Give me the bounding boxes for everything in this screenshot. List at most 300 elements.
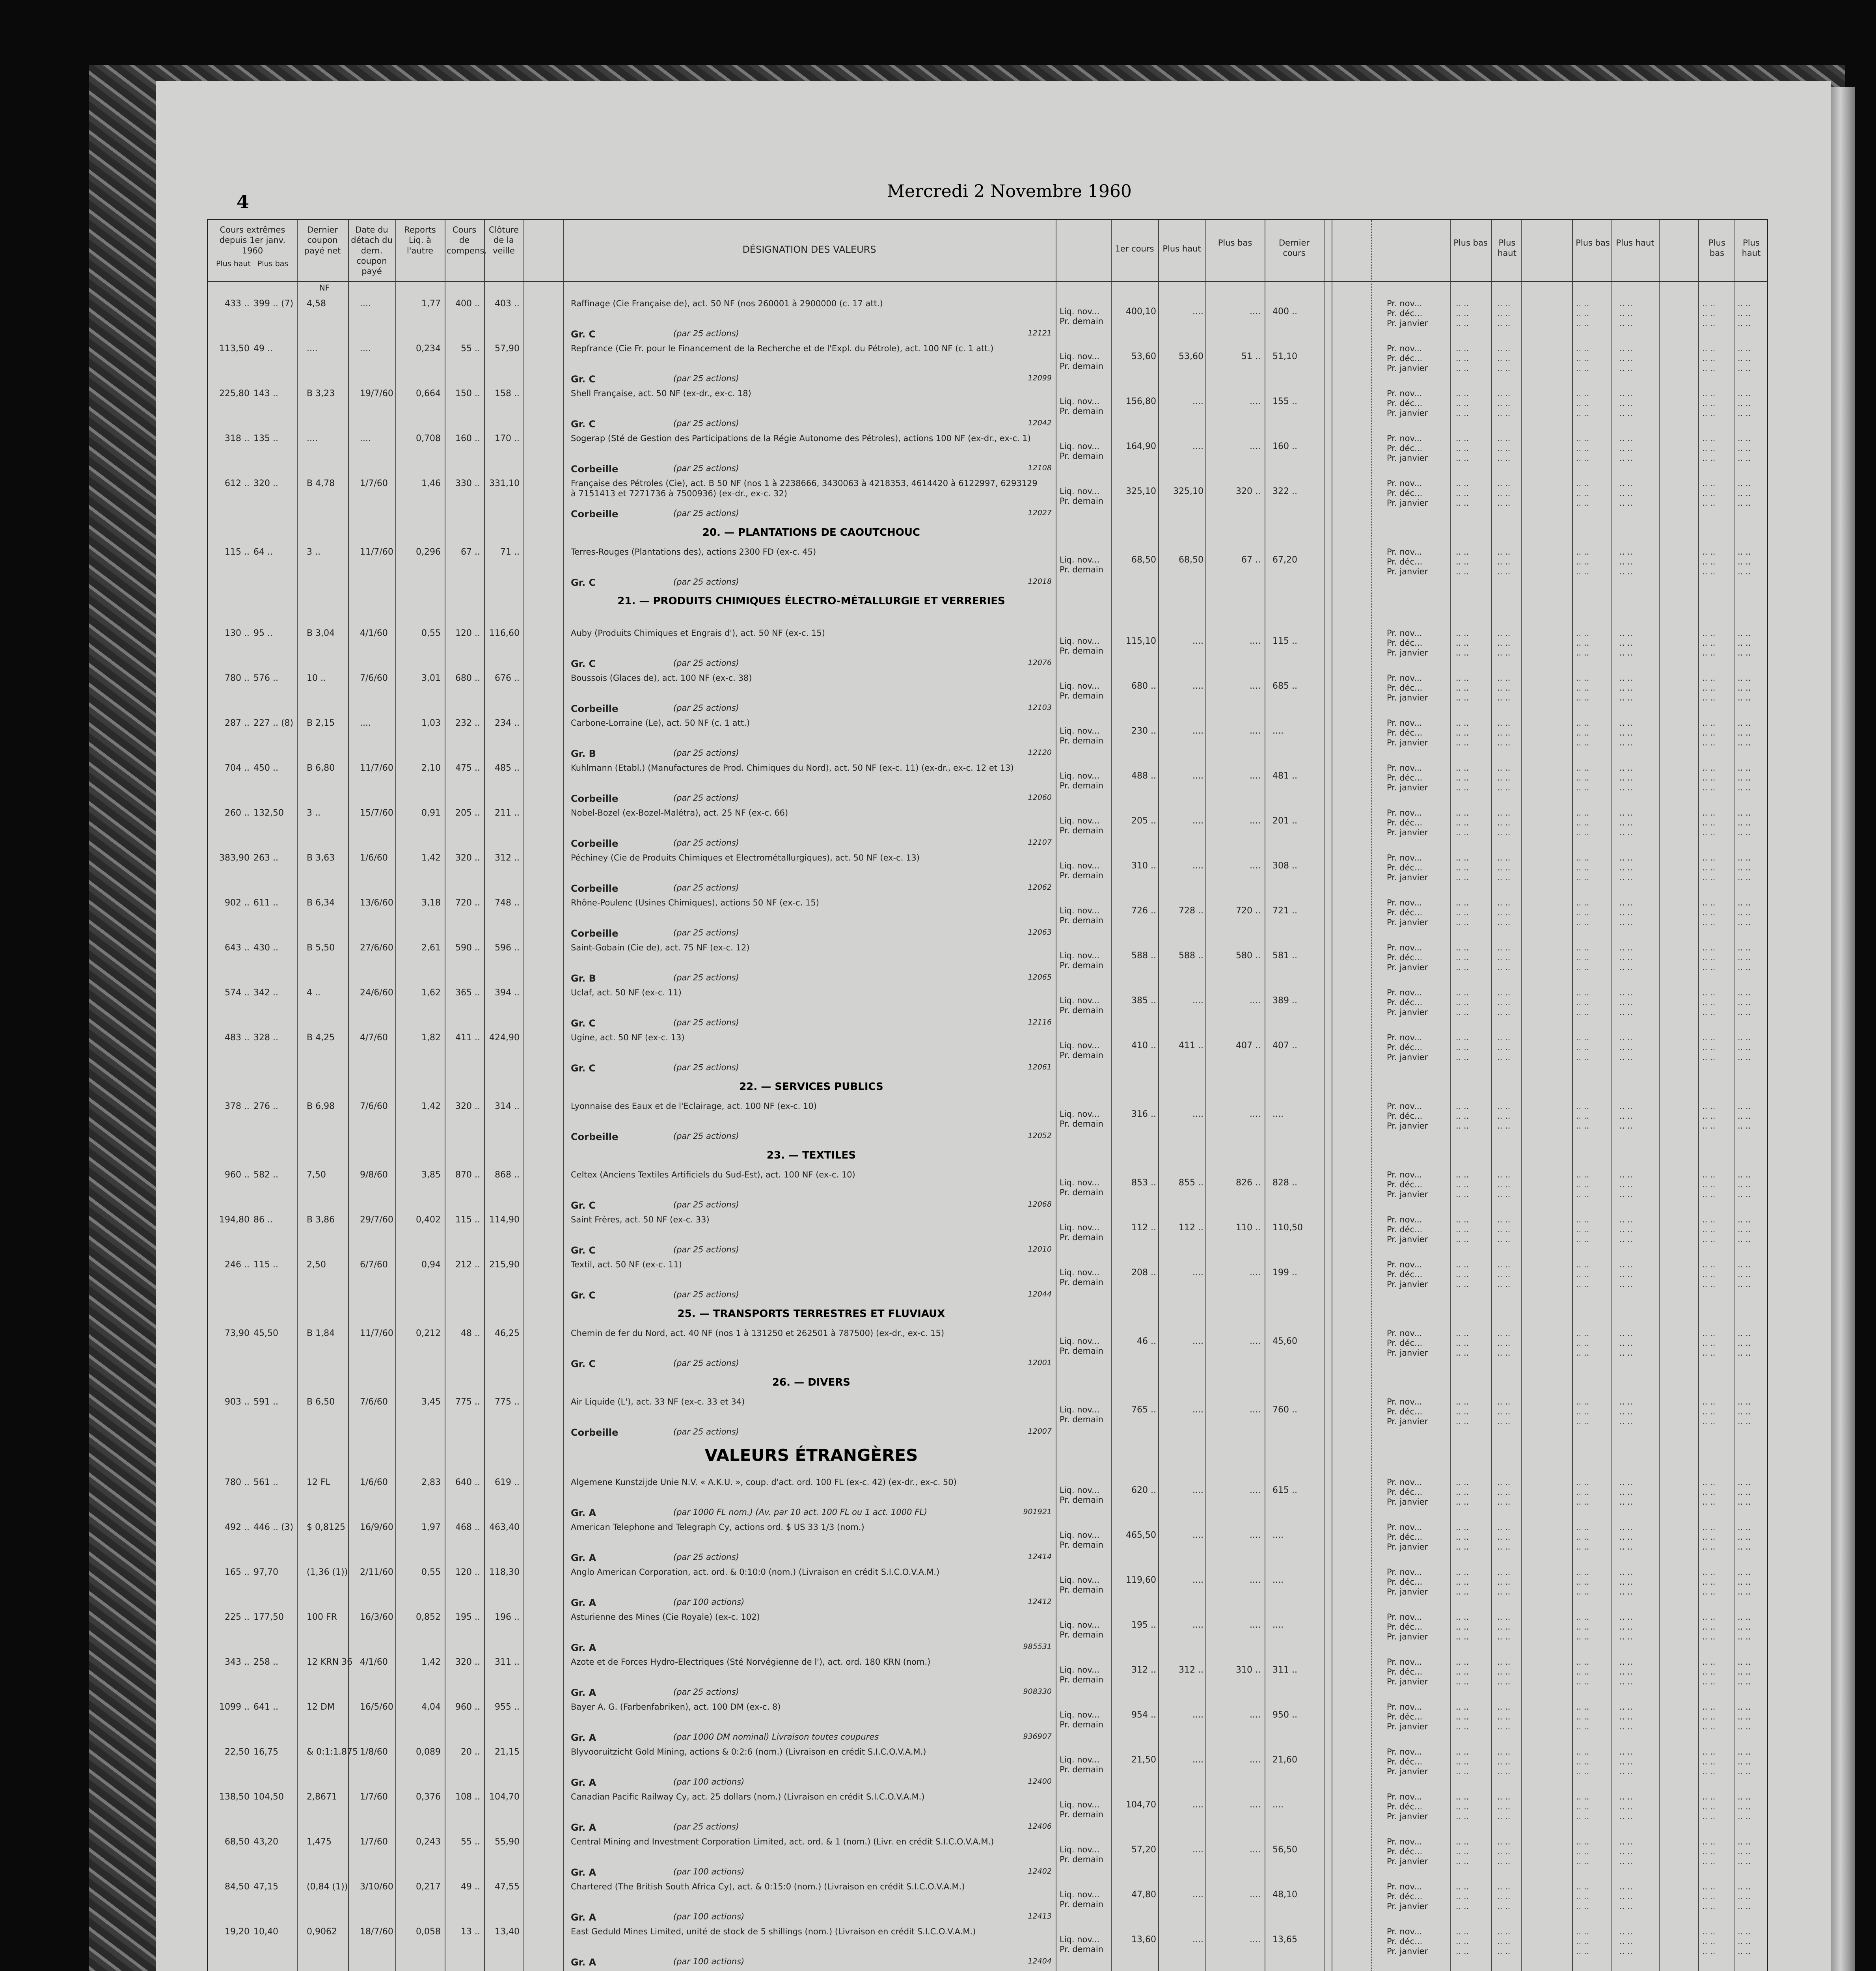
day-low: .... bbox=[1250, 442, 1261, 451]
dot-leader: .. .. bbox=[1456, 1111, 1469, 1121]
dot-leader: .. .. bbox=[1456, 547, 1469, 557]
dot-leader: .. .. bbox=[1619, 1487, 1633, 1497]
demain-label: Pr. demain bbox=[1060, 1346, 1104, 1356]
security-code: 12060 bbox=[1028, 793, 1052, 802]
dot-leader: .. .. bbox=[1576, 1532, 1589, 1542]
dot-leader: .. .. bbox=[1619, 1532, 1633, 1542]
dot-leader: .. .. bbox=[1738, 818, 1751, 828]
premium-dec: Pr. déc... bbox=[1387, 1577, 1423, 1587]
section-22-heading: 22. — SERVICES PUBLICS bbox=[739, 1081, 883, 1093]
premium-dec: Pr. déc... bbox=[1387, 557, 1423, 567]
dot-leader: .. .. bbox=[1497, 557, 1511, 567]
table-row bbox=[208, 1837, 1767, 1882]
dot-leader: .. .. bbox=[1619, 648, 1633, 658]
ytd-high: 138,50 bbox=[219, 1792, 250, 1802]
dot-leader: .. .. bbox=[1702, 1927, 1716, 1936]
settlement-labels bbox=[1060, 726, 1103, 746]
empty-option-cell bbox=[1576, 1657, 1589, 1687]
first-price: 312 .. bbox=[1131, 1665, 1156, 1675]
empty-option-cell bbox=[1576, 547, 1589, 577]
premium-nov: Pr. nov... bbox=[1387, 1567, 1422, 1577]
dot-leader: .. .. bbox=[1576, 783, 1589, 793]
empty-option-cell bbox=[1619, 1101, 1632, 1131]
dot-leader: .. .. bbox=[1738, 1882, 1751, 1891]
premium-jan: Pr. janvier bbox=[1387, 918, 1428, 928]
table-row bbox=[208, 898, 1767, 943]
dot-leader: .. .. bbox=[1619, 1407, 1633, 1417]
security-group: Gr. A bbox=[571, 1822, 596, 1833]
dot-leader: .. .. bbox=[1738, 1043, 1751, 1053]
day-high: 112 .. bbox=[1179, 1223, 1203, 1233]
dot-leader: .. .. bbox=[1456, 1622, 1469, 1632]
table-row bbox=[208, 547, 1767, 592]
dot-leader: .. .. bbox=[1702, 1702, 1716, 1712]
col-premier-cours: 1er cours bbox=[1115, 244, 1154, 253]
previous-close: 868 .. bbox=[495, 1170, 520, 1180]
dot-leader: .. .. bbox=[1497, 434, 1511, 443]
liq-label: Liq. nov... bbox=[1060, 397, 1100, 406]
col-date-detach: Date du détach du dern. coupon payé bbox=[351, 225, 393, 276]
empty-option-cell bbox=[1456, 763, 1469, 793]
report: 1,97 bbox=[421, 1522, 441, 1532]
dot-leader: .. .. bbox=[1576, 1397, 1589, 1407]
dot-leader: .. .. bbox=[1702, 783, 1716, 793]
dot-leader: .. .. bbox=[1576, 408, 1589, 418]
dot-leader: .. .. bbox=[1619, 1215, 1633, 1224]
empty-option-cell bbox=[1576, 898, 1589, 928]
empty-option-cell bbox=[1738, 673, 1751, 703]
day-low: .... bbox=[1250, 1405, 1261, 1415]
security-name: Uclaf, act. 50 NF (ex-c. 11) bbox=[571, 988, 682, 997]
dot-leader: .. .. bbox=[1576, 1622, 1589, 1632]
empty-option-cell bbox=[1702, 763, 1715, 793]
dot-leader: .. .. bbox=[1456, 1577, 1469, 1587]
dot-leader: .. .. bbox=[1702, 828, 1716, 838]
dot-leader: .. .. bbox=[1576, 1757, 1589, 1767]
dot-leader: .. .. bbox=[1576, 1522, 1589, 1532]
dot-leader: .. .. bbox=[1619, 1802, 1633, 1812]
dot-leader: .. .. bbox=[1456, 963, 1469, 972]
empty-option-cell bbox=[1497, 628, 1510, 658]
report: 0,402 bbox=[416, 1215, 441, 1225]
dot-leader: .. .. bbox=[1619, 1008, 1633, 1017]
dot-leader: .. .. bbox=[1497, 1053, 1511, 1062]
premium-dec: Pr. déc... bbox=[1387, 443, 1423, 453]
dot-leader: .. .. bbox=[1738, 1702, 1751, 1712]
compens-price: 160 .. bbox=[455, 434, 480, 443]
previous-close: 104,70 bbox=[489, 1792, 520, 1802]
dot-leader: .. .. bbox=[1497, 998, 1511, 1008]
dot-leader: .. .. bbox=[1702, 853, 1716, 863]
security-group: Gr. A bbox=[571, 1552, 596, 1563]
dot-leader: .. .. bbox=[1738, 1757, 1751, 1767]
premium-nov: Pr. nov... bbox=[1387, 1101, 1422, 1111]
dot-leader: .. .. bbox=[1702, 1767, 1716, 1777]
premium-labels bbox=[1387, 853, 1428, 883]
dot-leader: .. .. bbox=[1576, 1802, 1589, 1812]
security-group: Gr. C bbox=[571, 329, 596, 340]
quotation-table bbox=[207, 219, 1768, 1971]
dot-leader: .. .. bbox=[1497, 1757, 1511, 1767]
empty-option-cell bbox=[1576, 1567, 1589, 1597]
empty-option-cell bbox=[1456, 479, 1469, 509]
dot-leader: .. .. bbox=[1619, 319, 1633, 328]
coupon-date: 4/7/60 bbox=[360, 1033, 388, 1043]
liq-label: Liq. nov... bbox=[1060, 352, 1100, 361]
dot-leader: .. .. bbox=[1497, 1857, 1511, 1867]
coupon-date: 2/11/60 bbox=[360, 1567, 393, 1577]
security-name: Française des Pétroles (Cie), act. B 50 NF (nos 1 à 2238666, 3430063 à 4218353, 4614420 à 6122997, 6293129 à 7151413 et 7271736 à 7500936) (ex-dr., ex-c. 32) bbox=[571, 479, 1038, 498]
dot-leader: .. .. bbox=[1702, 648, 1716, 658]
dot-leader: .. .. bbox=[1738, 1567, 1751, 1577]
premium-nov: Pr. nov... bbox=[1387, 853, 1422, 863]
empty-option-cell bbox=[1619, 1328, 1632, 1358]
report: 0,212 bbox=[416, 1328, 441, 1338]
security-name: Celtex (Anciens Textiles Artificiels du Sud-Est), act. 100 NF (ex-c. 10) bbox=[571, 1170, 855, 1179]
report: 0,55 bbox=[421, 628, 441, 638]
dot-leader: .. .. bbox=[1619, 853, 1633, 863]
first-price: 588 .. bbox=[1131, 951, 1156, 961]
day-low: .... bbox=[1250, 816, 1261, 826]
report: 1,82 bbox=[421, 1033, 441, 1043]
settlement-labels bbox=[1060, 307, 1103, 326]
day-high: .... bbox=[1192, 1109, 1203, 1119]
dot-leader: .. .. bbox=[1497, 408, 1511, 418]
dot-leader: .. .. bbox=[1619, 638, 1633, 648]
day-low: .... bbox=[1250, 861, 1261, 871]
empty-option-cell bbox=[1456, 299, 1469, 329]
security-code: 12007 bbox=[1028, 1427, 1052, 1436]
col-plus-haut-jour: Plus haut bbox=[1162, 244, 1201, 253]
premium-labels bbox=[1387, 1215, 1428, 1245]
dot-leader: .. .. bbox=[1576, 434, 1589, 443]
empty-option-cell bbox=[1702, 299, 1715, 329]
ytd-high: 643 .. bbox=[225, 943, 250, 953]
first-price: 230 .. bbox=[1131, 726, 1156, 736]
empty-option-cell bbox=[1738, 943, 1751, 973]
ytd-high: 433 .. bbox=[225, 299, 250, 309]
page-number: 4 bbox=[237, 191, 250, 212]
compens-price: 108 .. bbox=[455, 1792, 480, 1802]
empty-option-cell bbox=[1456, 547, 1469, 577]
dot-leader: .. .. bbox=[1497, 1847, 1511, 1857]
dot-leader: .. .. bbox=[1619, 1043, 1633, 1053]
security-group: Corbeille bbox=[571, 464, 619, 475]
settlement-labels bbox=[1060, 861, 1103, 881]
dot-leader: .. .. bbox=[1738, 673, 1751, 683]
table-row bbox=[208, 1328, 1767, 1373]
lot-size: (par 25 actions) bbox=[673, 1018, 739, 1027]
dot-leader: .. .. bbox=[1456, 1837, 1469, 1846]
dot-leader: .. .. bbox=[1738, 1397, 1751, 1407]
empty-option-cell bbox=[1576, 1747, 1589, 1777]
day-low: .... bbox=[1250, 996, 1261, 1006]
dot-leader: .. .. bbox=[1702, 344, 1716, 353]
coupon-date: 18/7/60 bbox=[360, 1927, 393, 1937]
dot-leader: .. .. bbox=[1702, 1407, 1716, 1417]
dot-leader: .. .. bbox=[1456, 319, 1469, 328]
liq-label: Liq. nov... bbox=[1060, 1935, 1100, 1944]
report: 1,42 bbox=[421, 1657, 441, 1667]
previous-close: 158 .. bbox=[495, 389, 520, 399]
ytd-high: 960 .. bbox=[225, 1170, 250, 1180]
day-high: 411 .. bbox=[1179, 1041, 1203, 1051]
first-price: 164,90 bbox=[1126, 442, 1156, 451]
dot-leader: .. .. bbox=[1702, 1542, 1716, 1552]
dot-leader: .. .. bbox=[1702, 1747, 1716, 1757]
premium-nov: Pr. nov... bbox=[1387, 1397, 1422, 1407]
table-row bbox=[208, 344, 1767, 389]
dot-leader: .. .. bbox=[1702, 1712, 1716, 1722]
empty-option-cell bbox=[1497, 1567, 1510, 1597]
col-reports: Reports Liq. à l'autre bbox=[404, 225, 436, 255]
day-high: .... bbox=[1192, 1620, 1203, 1630]
dot-leader: .. .. bbox=[1702, 1757, 1716, 1767]
dot-leader: .. .. bbox=[1738, 299, 1751, 308]
ytd-high: 1099 .. bbox=[219, 1702, 250, 1712]
day-low: .... bbox=[1250, 397, 1261, 406]
empty-option-cell bbox=[1456, 1215, 1469, 1245]
security-name: Raffinage (Cie Française de), act. 50 NF (nos 260001 à 2900000 (c. 17 att.) bbox=[571, 299, 883, 308]
last-coupon: 12 KRN 36 bbox=[307, 1657, 353, 1667]
book-spine bbox=[1831, 87, 1855, 1971]
dot-leader: .. .. bbox=[1702, 1622, 1716, 1632]
col-opt-plus-bas-3: Plus bas bbox=[1708, 238, 1725, 258]
compens-price: 212 .. bbox=[455, 1260, 480, 1270]
liq-label: Liq. nov... bbox=[1060, 861, 1100, 870]
last-price: .... bbox=[1272, 1575, 1284, 1585]
empty-option-cell bbox=[1576, 1101, 1589, 1131]
dot-leader: .. .. bbox=[1497, 898, 1511, 907]
dot-leader: .. .. bbox=[1497, 319, 1511, 328]
last-price: .... bbox=[1272, 1800, 1284, 1810]
dot-leader: .. .. bbox=[1497, 1812, 1511, 1822]
lot-size: (par 25 actions) bbox=[673, 1200, 739, 1209]
previous-close: 116,60 bbox=[489, 628, 520, 638]
empty-option-cell bbox=[1576, 1215, 1589, 1245]
last-price: 400 .. bbox=[1272, 307, 1297, 317]
security-name: East Geduld Mines Limited, unité de stock de 5 shillings (nom.) (Livraison en crédit S.I.C.O.V.A.M.) bbox=[571, 1927, 976, 1936]
demain-label: Pr. demain bbox=[1060, 451, 1104, 461]
demain-label: Pr. demain bbox=[1060, 496, 1104, 506]
liq-label: Liq. nov... bbox=[1060, 486, 1100, 496]
security-code: 936907 bbox=[1023, 1732, 1052, 1741]
security-code: 12027 bbox=[1028, 509, 1052, 517]
compens-price: 55 .. bbox=[461, 344, 480, 354]
first-price: 57,20 bbox=[1131, 1845, 1156, 1855]
liq-label: Liq. nov... bbox=[1060, 1405, 1100, 1414]
empty-option-cell bbox=[1497, 988, 1510, 1018]
dot-leader: .. .. bbox=[1497, 1837, 1511, 1846]
coupon-date: 1/7/60 bbox=[360, 479, 388, 488]
dot-leader: .. .. bbox=[1738, 1847, 1751, 1857]
dot-leader: .. .. bbox=[1738, 1577, 1751, 1587]
premium-jan: Pr. janvier bbox=[1387, 783, 1428, 793]
liq-label: Liq. nov... bbox=[1060, 1041, 1100, 1050]
previous-close: 596 .. bbox=[495, 943, 520, 953]
ytd-high: 84,50 bbox=[225, 1882, 250, 1892]
ytd-low: 86 .. bbox=[253, 1215, 273, 1225]
empty-option-cell bbox=[1456, 1882, 1469, 1912]
first-price: 316 .. bbox=[1131, 1109, 1156, 1119]
lot-size: (par 100 actions) bbox=[673, 1597, 745, 1607]
security-name: Canadian Pacific Railway Cy, act. 25 dollars (nom.) (Livraison en crédit S.I.C.O.V.A.M.) bbox=[571, 1792, 925, 1801]
empty-option-cell bbox=[1497, 808, 1510, 838]
coupon-date: 16/5/60 bbox=[360, 1702, 393, 1712]
dot-leader: .. .. bbox=[1619, 1702, 1633, 1712]
dot-leader: .. .. bbox=[1497, 567, 1511, 577]
dot-leader: .. .. bbox=[1576, 898, 1589, 907]
premium-jan: Pr. janvier bbox=[1387, 1677, 1428, 1687]
security-name: Terres-Rouges (Plantations des), actions 2300 FD (ex-c. 45) bbox=[571, 547, 816, 557]
previous-close: 55,90 bbox=[495, 1837, 520, 1847]
empty-option-cell bbox=[1702, 1702, 1715, 1732]
ytd-low: 49 .. bbox=[253, 344, 273, 354]
premium-labels bbox=[1387, 1657, 1428, 1687]
premium-nov: Pr. nov... bbox=[1387, 1477, 1422, 1487]
compens-price: 590 .. bbox=[455, 943, 480, 953]
dot-leader: .. .. bbox=[1702, 908, 1716, 918]
security-group: Gr. A bbox=[571, 1642, 596, 1653]
liq-label: Liq. nov... bbox=[1060, 771, 1100, 781]
security-code: 12052 bbox=[1028, 1131, 1052, 1140]
day-low: 51 .. bbox=[1241, 352, 1261, 361]
empty-option-cell bbox=[1497, 1328, 1510, 1358]
dot-leader: .. .. bbox=[1738, 1792, 1751, 1801]
dot-leader: .. .. bbox=[1702, 1792, 1716, 1801]
report: 0,234 bbox=[416, 344, 441, 354]
dot-leader: .. .. bbox=[1576, 498, 1589, 508]
dot-leader: .. .. bbox=[1619, 1417, 1633, 1427]
last-price: 45,60 bbox=[1272, 1336, 1297, 1346]
premium-jan: Pr. janvier bbox=[1387, 1190, 1428, 1200]
last-coupon: B 4,78 bbox=[307, 479, 335, 488]
last-price: 322 .. bbox=[1272, 486, 1297, 496]
dot-leader: .. .. bbox=[1619, 1927, 1633, 1936]
previous-close: 215,90 bbox=[489, 1260, 520, 1270]
dot-leader: .. .. bbox=[1576, 319, 1589, 328]
liq-label: Liq. nov... bbox=[1060, 951, 1100, 960]
table-row bbox=[208, 1033, 1767, 1078]
dot-leader: .. .. bbox=[1619, 1180, 1633, 1190]
first-price: 726 .. bbox=[1131, 906, 1156, 916]
dot-leader: .. .. bbox=[1497, 354, 1511, 363]
demain-label: Pr. demain bbox=[1060, 565, 1104, 575]
dot-leader: .. .. bbox=[1702, 1111, 1716, 1121]
dot-leader: .. .. bbox=[1497, 1407, 1511, 1417]
previous-close: 424,90 bbox=[489, 1033, 520, 1043]
dot-leader: .. .. bbox=[1738, 1235, 1751, 1244]
dot-leader: .. .. bbox=[1456, 1567, 1469, 1577]
dot-leader: .. .. bbox=[1576, 1542, 1589, 1552]
compens-price: 205 .. bbox=[455, 808, 480, 818]
dot-leader: .. .. bbox=[1738, 1522, 1751, 1532]
dot-leader: .. .. bbox=[1456, 818, 1469, 828]
report: 0,91 bbox=[421, 808, 441, 818]
coupon-date: 29/7/60 bbox=[360, 1215, 393, 1225]
security-name: Saint-Gobain (Cie de), act. 75 NF (ex-c. 12) bbox=[571, 943, 750, 952]
dot-leader: .. .. bbox=[1619, 1033, 1633, 1042]
dot-leader: .. .. bbox=[1456, 1101, 1469, 1111]
dot-leader: .. .. bbox=[1497, 1587, 1511, 1597]
dot-leader: .. .. bbox=[1702, 1008, 1716, 1017]
dot-leader: .. .. bbox=[1576, 363, 1589, 373]
dot-leader: .. .. bbox=[1456, 1712, 1469, 1722]
last-price: 308 .. bbox=[1272, 861, 1297, 871]
dot-leader: .. .. bbox=[1456, 628, 1469, 638]
empty-option-cell bbox=[1702, 673, 1715, 703]
empty-option-cell bbox=[1619, 1567, 1632, 1597]
premium-nov: Pr. nov... bbox=[1387, 1927, 1422, 1936]
premium-labels bbox=[1387, 1033, 1428, 1063]
dot-leader: .. .. bbox=[1738, 873, 1751, 883]
dot-leader: .. .. bbox=[1619, 1622, 1633, 1632]
dot-leader: .. .. bbox=[1619, 363, 1633, 373]
dot-leader: .. .. bbox=[1456, 1348, 1469, 1358]
premium-dec: Pr. déc... bbox=[1387, 399, 1423, 408]
empty-option-cell bbox=[1702, 1927, 1715, 1957]
dot-leader: .. .. bbox=[1619, 567, 1633, 577]
security-name: Kuhlmann (Etabl.) (Manufactures de Prod. Chimiques du Nord), act. 50 NF (ex-c. 11) (ex-dr., ex-c. 12 et 13) bbox=[571, 763, 1014, 773]
dot-leader: .. .. bbox=[1456, 1812, 1469, 1822]
last-coupon: .... bbox=[307, 344, 318, 354]
ytd-high: 260 .. bbox=[225, 808, 250, 818]
settlement-labels bbox=[1060, 555, 1103, 575]
first-price: 46 .. bbox=[1137, 1336, 1156, 1346]
empty-option-cell bbox=[1456, 673, 1469, 703]
compens-price: 320 .. bbox=[455, 853, 480, 863]
dot-leader: .. .. bbox=[1702, 434, 1716, 443]
dot-leader: .. .. bbox=[1738, 898, 1751, 907]
dot-leader: .. .. bbox=[1456, 1043, 1469, 1053]
security-group: Gr. C bbox=[571, 1290, 596, 1301]
dot-leader: .. .. bbox=[1702, 1667, 1716, 1677]
security-name: American Telephone and Telegraph Cy, actions ord. $ US 33 1/3 (nom.) bbox=[571, 1522, 864, 1532]
dot-leader: .. .. bbox=[1619, 1747, 1633, 1757]
empty-option-cell bbox=[1576, 1837, 1589, 1867]
dot-leader: .. .. bbox=[1619, 1892, 1633, 1902]
dot-leader: .. .. bbox=[1702, 1397, 1716, 1407]
lot-size: (par 25 actions) bbox=[673, 1822, 739, 1831]
dot-leader: .. .. bbox=[1738, 1497, 1751, 1507]
dot-leader: .. .. bbox=[1456, 1338, 1469, 1348]
dot-leader: .. .. bbox=[1576, 1667, 1589, 1677]
security-group: Gr. C bbox=[571, 577, 596, 588]
premium-nov: Pr. nov... bbox=[1387, 299, 1422, 308]
day-high: 68,50 bbox=[1179, 555, 1203, 565]
compens-price: 640 .. bbox=[455, 1477, 480, 1487]
empty-option-cell bbox=[1456, 389, 1469, 419]
empty-option-cell bbox=[1702, 898, 1715, 928]
dot-leader: .. .. bbox=[1456, 1847, 1469, 1857]
premium-labels bbox=[1387, 1397, 1428, 1427]
dot-leader: .. .. bbox=[1702, 1902, 1716, 1911]
dot-leader: .. .. bbox=[1702, 498, 1716, 508]
dot-leader: .. .. bbox=[1619, 718, 1633, 728]
lot-size: (par 100 actions) bbox=[673, 1867, 745, 1876]
liq-label: Liq. nov... bbox=[1060, 1336, 1100, 1346]
security-name: Boussois (Glaces de), act. 100 NF (ex-c. 38) bbox=[571, 673, 752, 683]
report: 1,46 bbox=[421, 479, 441, 488]
dot-leader: .. .. bbox=[1738, 1121, 1751, 1131]
empty-option-cell bbox=[1619, 547, 1632, 577]
dot-leader: .. .. bbox=[1619, 918, 1633, 928]
dot-leader: .. .. bbox=[1702, 1612, 1716, 1622]
dot-leader: .. .. bbox=[1702, 1722, 1716, 1732]
dot-leader: .. .. bbox=[1497, 1792, 1511, 1801]
dot-leader: .. .. bbox=[1619, 309, 1633, 319]
dot-leader: .. .. bbox=[1497, 1477, 1511, 1487]
